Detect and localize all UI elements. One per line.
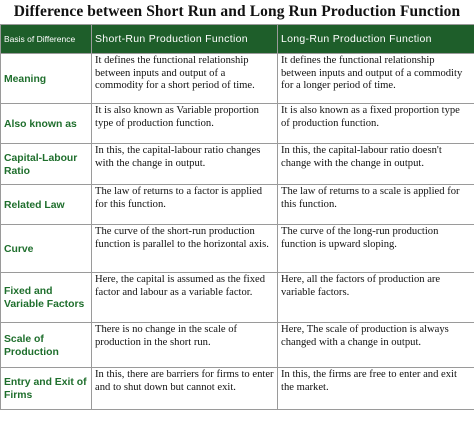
row-label-entry-and-exit-of-firms: Entry and Exit of Firms: [1, 368, 92, 410]
table-row: [1, 368, 474, 410]
table-row: [1, 144, 474, 185]
page-title: Difference between Short Run and Long Run Production Function: [13, 3, 461, 20]
column-header-short-run: Short-Run Production Function: [92, 25, 278, 54]
table-row: [1, 323, 474, 368]
table-row: [1, 185, 474, 225]
short-run-cell: It defines the functional relationship between inputs and output of a commodity for a short period of time.: [92, 54, 278, 104]
row-label-also-known-as: Also known as: [1, 104, 92, 144]
long-run-cell: The curve of the long-run production function is upward sloping.: [278, 225, 474, 273]
table-row: [1, 273, 474, 323]
row-label-curve: Curve: [1, 225, 92, 273]
long-run-cell: It defines the functional relationship between inputs and output of a commodity for a longer period of time.: [278, 54, 474, 104]
long-run-cell: In this, the capital-labour ratio doesn't change with the change in output.: [278, 144, 474, 185]
long-run-cell: The law of returns to a scale is applied for this function.: [278, 185, 474, 225]
column-header-long-run: Long-Run Production Function: [278, 25, 474, 54]
short-run-cell: The law of returns to a factor is applied for this function.: [92, 185, 278, 225]
short-run-cell: In this, the capital-labour ratio changes with the change in output.: [92, 144, 278, 185]
row-label-fixed-and-variable-factors: Fixed and Variable Factors: [1, 273, 92, 323]
table-row: [1, 225, 474, 273]
comparison-table: [0, 24, 474, 410]
short-run-cell: In this, there are barriers for firms to enter and to shut down but cannot exit.: [92, 368, 278, 410]
long-run-cell: Here, The scale of production is always changed with a change in output.: [278, 323, 474, 368]
long-run-cell: It is also known as a fixed proportion type of production function.: [278, 104, 474, 144]
short-run-cell: Here, the capital is assumed as the fixed factor and labour as a variable factor.: [92, 273, 278, 323]
row-label-related-law: Related Law: [1, 185, 92, 225]
table-row: [1, 104, 474, 144]
row-label-scale-of-production: Scale of Production: [1, 323, 92, 368]
table-row: [1, 54, 474, 104]
table-header-row: [1, 25, 474, 54]
long-run-cell: In this, the firms are free to enter and exit the market.: [278, 368, 474, 410]
short-run-cell: It is also known as Variable proportion type of production function.: [92, 104, 278, 144]
long-run-cell: Here, all the factors of production are variable factors.: [278, 273, 474, 323]
short-run-cell: The curve of the short-run production function is parallel to the horizontal axis.: [92, 225, 278, 273]
column-header-basis: Basis of Difference: [1, 25, 92, 54]
row-label-meaning: Meaning: [1, 54, 92, 104]
row-label-capital-labour-ratio: Capital-Labour Ratio: [1, 144, 92, 185]
short-run-cell: There is no change in the scale of production in the short run.: [92, 323, 278, 368]
